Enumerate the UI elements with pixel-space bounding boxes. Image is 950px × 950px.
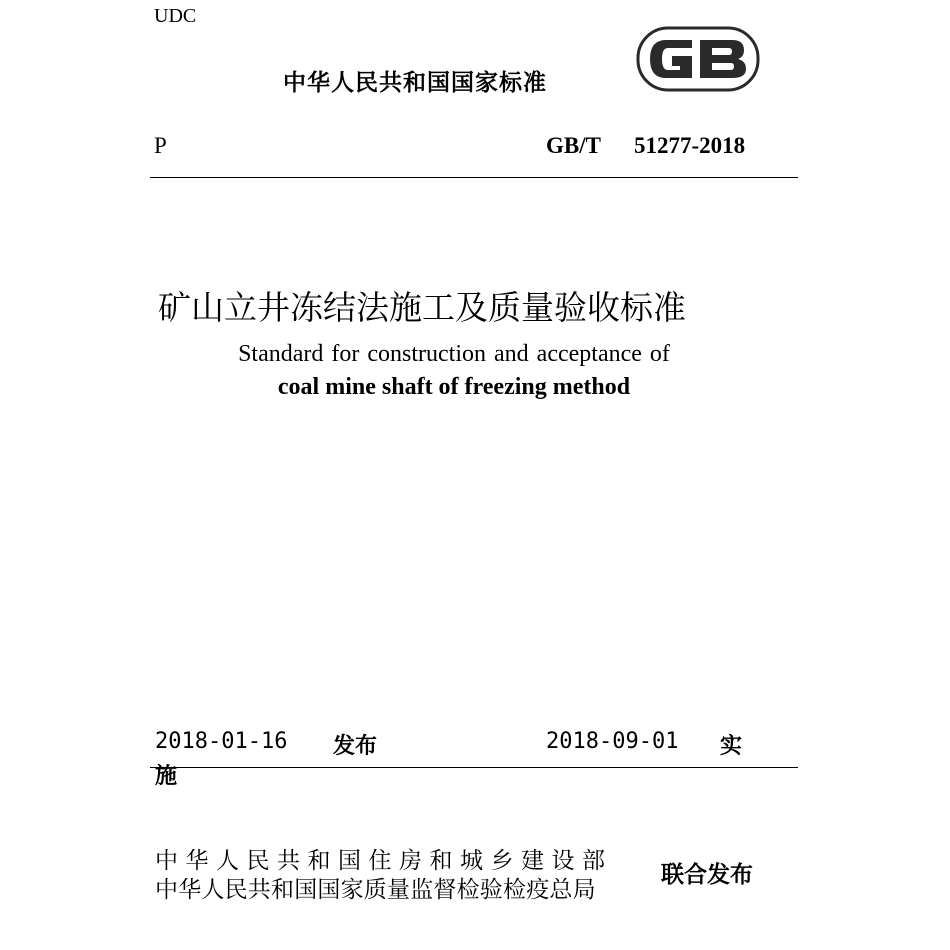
top-divider: [150, 177, 798, 178]
implement-date: 2018-09-01: [546, 729, 679, 754]
country-standard-title: 中华人民共和国国家标准: [283, 70, 547, 96]
issue-date: 2018-01-16: [155, 729, 288, 754]
joint-issue-label: 联合发布: [661, 862, 753, 888]
standard-number: 51277-2018: [634, 133, 746, 158]
document-title-en-line2: coal mine shaft of freezing method: [277, 374, 631, 400]
standard-prefix: GB/T: [546, 133, 601, 158]
gb-logo-icon: [636, 26, 760, 92]
implement-label-part1: 实: [720, 734, 743, 759]
category-code: P: [154, 133, 167, 158]
implement-label-part2: 施: [155, 764, 178, 789]
document-title-en-line1: Standard for construction and acceptance of: [238, 341, 670, 367]
udc-label: UDC: [154, 5, 197, 27]
document-title-cn: 矿山立井冻结法施工及质量验收标准: [158, 288, 686, 327]
issue-label: 发布: [333, 734, 378, 759]
issuer-line2: 中华人民共和国国家质量监督检验检疫总局: [155, 877, 596, 903]
issuer-line1: 中华人民共和国住房和城乡建设部: [155, 848, 613, 874]
bottom-divider: [150, 767, 798, 768]
